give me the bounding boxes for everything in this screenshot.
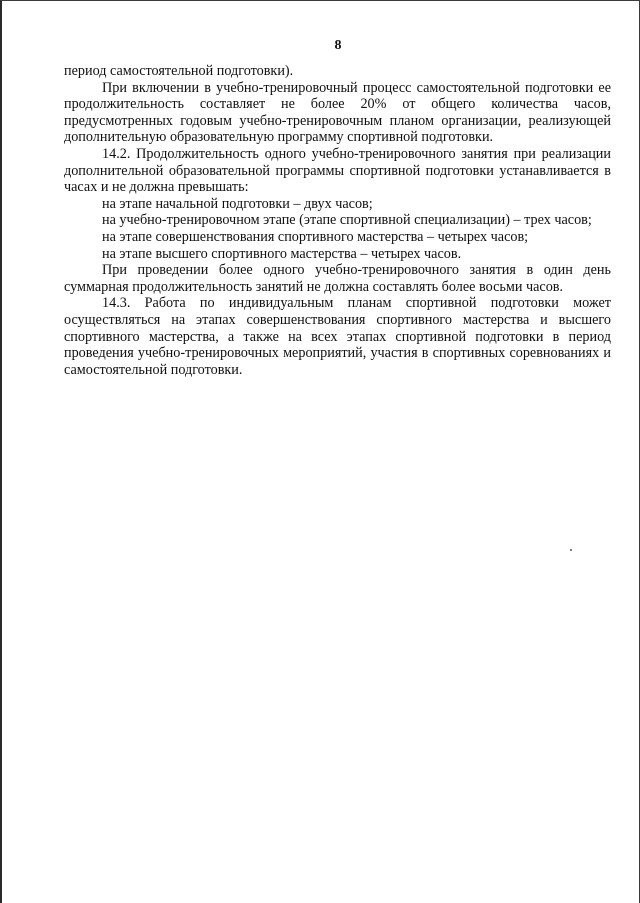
page-number: 8	[334, 38, 342, 53]
scan-edge-top	[0, 0, 640, 1]
paragraph-14-3: 14.3. Работа по индивидуальным планам спортивной подготовки может осуществляться на этапах совершенствования спортивного мастерства и высшего спортивного мастерства, а также на всех этапах спортивной подготовки в период проведения учебно-тренировочных мероприятий, участия в спортивных соревнованиях и самостоятельной подготовки.	[64, 295, 611, 378]
list-item-improvement-stage: на этапе совершенствования спортивного мастерства – четырех часов;	[102, 228, 529, 245]
document-body	[64, 63, 611, 378]
list-item-training-stage: на учебно-тренировочном этапе (этапе спортивной специализации) – трех часов;	[102, 212, 592, 229]
list-item-initial-stage: на этапе начальной подготовки – двух часов;	[102, 195, 373, 212]
scan-edge-left	[0, 0, 2, 903]
paragraph-daily-limit: При проведении более одного учебно-тренировочного занятия в один день суммарная продолжительность занятий не должна составлять более восьми часов.	[64, 262, 611, 295]
paragraph-continuation: период самостоятельной подготовки).	[64, 63, 294, 79]
scan-speck	[570, 549, 572, 551]
paragraph-self-training: При включении в учебно-тренировочный процесс самостоятельной подготовки ее продолжительность составляет не более 20% от общего количества часов, предусмотренных годовым учебно-тренировочным планом организации, реализующей дополнительную образовательную программу спортивной подготовки.	[64, 79, 611, 146]
paragraph-14-2: 14.2. Продолжительность одного учебно-тренировочного занятия при реализации дополнительной образовательной программы спортивной подготовки устанавливается в часах и не должна превышать:	[64, 145, 611, 196]
list-item-higher-mastery-stage: на этапе высшего спортивного мастерства – четырех часов.	[102, 245, 462, 262]
